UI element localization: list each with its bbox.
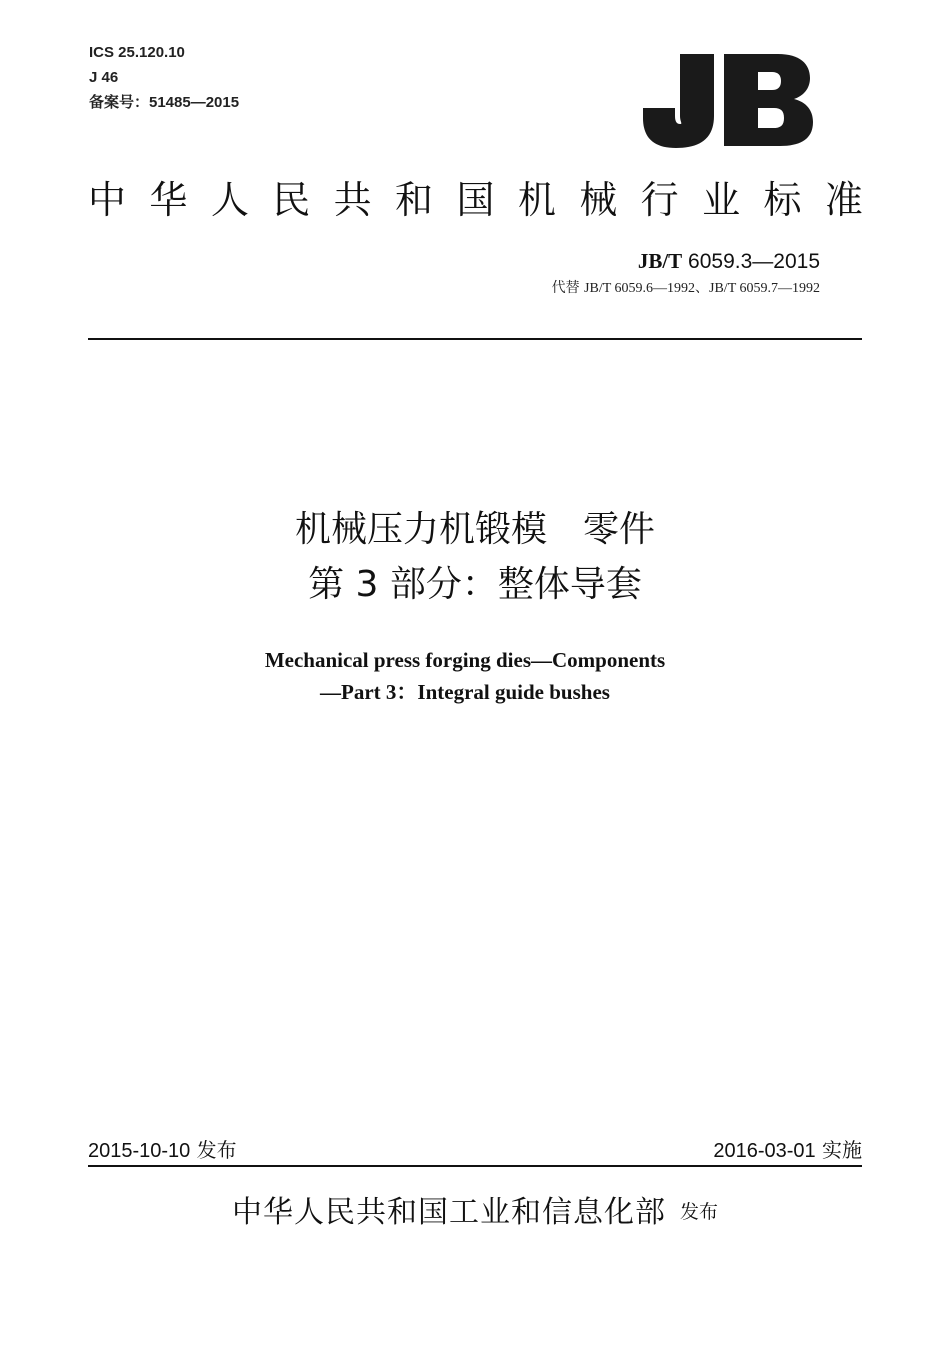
- org-char: 业: [702, 178, 741, 222]
- publisher: [0, 1193, 950, 1233]
- document-metadata: [89, 40, 239, 115]
- org-char: 中: [88, 178, 127, 222]
- publisher-label: 发布: [679, 1201, 718, 1223]
- org-char: 机: [517, 178, 556, 222]
- publisher-organization: 中华人民共和国工业和信息化部: [231, 1195, 666, 1230]
- org-char: 华: [149, 178, 188, 222]
- logo-letter-b: [724, 54, 813, 146]
- logo-letter-j: [643, 54, 714, 148]
- filing-number: 备案号：51485—2015: [89, 94, 240, 111]
- org-char: 民: [272, 178, 311, 222]
- standard-prefix: JB/T: [637, 249, 683, 273]
- replaces-line: [552, 278, 820, 299]
- top-divider: [88, 338, 862, 340]
- org-char: 国: [456, 178, 495, 222]
- org-char: 和: [395, 178, 434, 222]
- title-cn-line2: 第 3 部分：整体导套: [308, 564, 642, 605]
- title-en-line1: Mechanical press forging dies—Components: [264, 648, 666, 672]
- standard-organization: [88, 176, 863, 224]
- org-char: 共: [333, 178, 372, 222]
- title-en-line2: —Part 3：Integral guide bushes: [320, 680, 610, 704]
- issue-date-value: 2015-10-10: [88, 1140, 191, 1162]
- issue-date: [88, 1137, 237, 1164]
- standard-code: 6059.3—2015: [688, 250, 820, 273]
- replaces-label: 代替: [551, 280, 580, 296]
- replaced-standards: JB/T 6059.6—1992、JB/T 6059.7—1992: [584, 281, 820, 296]
- bottom-divider: [88, 1165, 862, 1167]
- jb-logo: [640, 50, 815, 150]
- standard-number: [638, 248, 820, 275]
- org-char: 标: [763, 178, 802, 222]
- implementation-date: [713, 1137, 862, 1164]
- implementation-date-label: 实施: [822, 1138, 862, 1162]
- org-char: 准: [824, 178, 863, 222]
- implementation-date-value: 2016-03-01: [713, 1140, 816, 1162]
- classification-code: J 46: [89, 69, 119, 86]
- org-char: 行: [640, 178, 679, 222]
- org-char: 人: [210, 178, 249, 222]
- org-char: 械: [579, 178, 618, 222]
- issue-date-label: 发布: [196, 1138, 237, 1162]
- title-cn-line1: 机械压力机锻模 零件: [294, 509, 655, 550]
- ics-code: ICS 25.120.10: [89, 44, 185, 61]
